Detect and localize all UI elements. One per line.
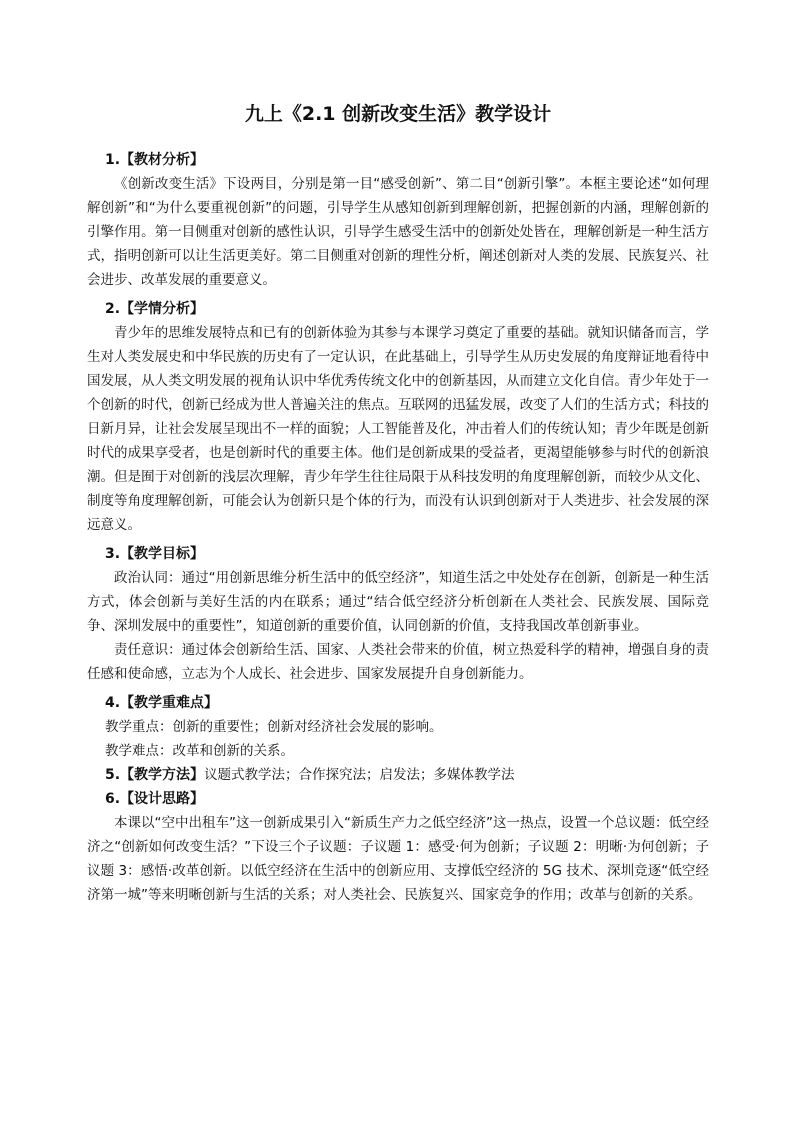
section-heading: 2.【学情分析】 xyxy=(105,301,205,317)
section-paragraph: 责任意识：通过体会创新给生活、国家、人类社会带来的价值，树立热爱科学的精神，增强自身的责任感和使命感，立志为个人成长、社会进步、国家发展提升自身创新能力。 xyxy=(87,642,709,682)
document-title: 九上《2.1 创新改变生活》教学设计 xyxy=(244,103,552,125)
difficulty-item: 教学难点：改革和创新的关系。 xyxy=(105,743,294,759)
section-student-analysis xyxy=(87,297,709,537)
document-body xyxy=(87,100,709,907)
section-heading: 4.【教学重难点】 xyxy=(105,695,219,711)
section-paragraph: 《创新改变生活》下设两目，分别是第一目“感受创新”、第二目“创新引擎”。本框主要论述“如何理解创新”和“为什么要重视创新”的问题，引导学生从感知创新到理解创新，把握创新的内涵，理解创新的引擎作用。第一目侧重对创新的感性认识，引导学生感受生活中的创新处处皆在，理解创新是一种生活方式，指明创新可以让生活更美好。第二目侧重对创新的理性分析，阐述创新对人类的发展、民族复兴、社会进步、改革发展的重要意义。 xyxy=(87,176,709,288)
section-teaching-methods xyxy=(87,763,709,787)
section-teaching-objectives xyxy=(87,542,709,686)
section-textbook-analysis xyxy=(87,148,709,292)
section-heading: 6.【设计思路】 xyxy=(105,791,205,807)
section-key-difficulties xyxy=(87,691,709,763)
methods-text: 议题式教学法；合作探究法；启发法；多媒体教学法 xyxy=(204,767,515,783)
key-point-item: 教学重点：创新的重要性；创新对经济社会发展的影响。 xyxy=(105,719,443,735)
section-paragraph: 青少年的思维发展特点和已有的创新体验为其参与本课学习奠定了重要的基础。就知识储备而言，学生对人类发展史和中华民族的历史有了一定认识，在此基础上，引导学生从历史发展的角度辩证地看待中国发展，从人类文明发展的视角认识中华优秀传统文化中的创新基因，从而建立文化自信。青少年处于一个创新的时代，创新已经成为世人普遍关注的焦点。互联网的迅猛发展，改变了人们的生活方式；科技的日新月异，让社会发展呈现出不一样的面貌；人工智能普及化，冲击着人们的传统认知；青少年既是创新时代的成果享受者，也是创新时代的重要主体。他们是创新成果的受益者，更渴望能够参与时代的创新浪潮。但是囿于对创新的浅层次理解，青少年学生往往局限于从科技发明的角度理解创新，而较少从文化、制度等角度理解创新，可能会认为创新只是个体的行为，而没有认识到创新对于人类进步、社会发展的深远意义。 xyxy=(87,325,709,533)
section-heading: 1.【教材分析】 xyxy=(105,152,205,168)
section-paragraph: 政治认同：通过“用创新思维分析生活中的低空经济”，知道生活之中处处存在创新，创新是一种生活方式，体会创新与美好生活的内在联系；通过“结合低空经济分析创新在人类社会、民族发展、国际竞争、深圳发展中的重要性”，知道创新的重要价值，认同创新的价值，支持我国改革创新事业。 xyxy=(87,570,709,634)
section-heading: 5.【教学方法】 xyxy=(105,767,205,783)
section-design-idea xyxy=(87,787,709,907)
section-heading: 3.【教学目标】 xyxy=(105,546,205,562)
section-paragraph: 本课以“空中出租车”这一创新成果引入“新质生产力之低空经济”这一热点，设置一个总议题：低空经济之“创新如何改变生活？”下设三个子议题：子议题 1：感受·何为创新；子议题 2：明晰·为何创新；子议题 3：感悟·改革创新。以低空经济在生活中的创新应用、支撑低空经济的 5G 技术、深圳竞逐“低空经济第一城”等来明晰创新与生活的关系；对人类社会、民族复兴、国家竞争的作用；改革与创新的关系。 xyxy=(87,815,709,903)
